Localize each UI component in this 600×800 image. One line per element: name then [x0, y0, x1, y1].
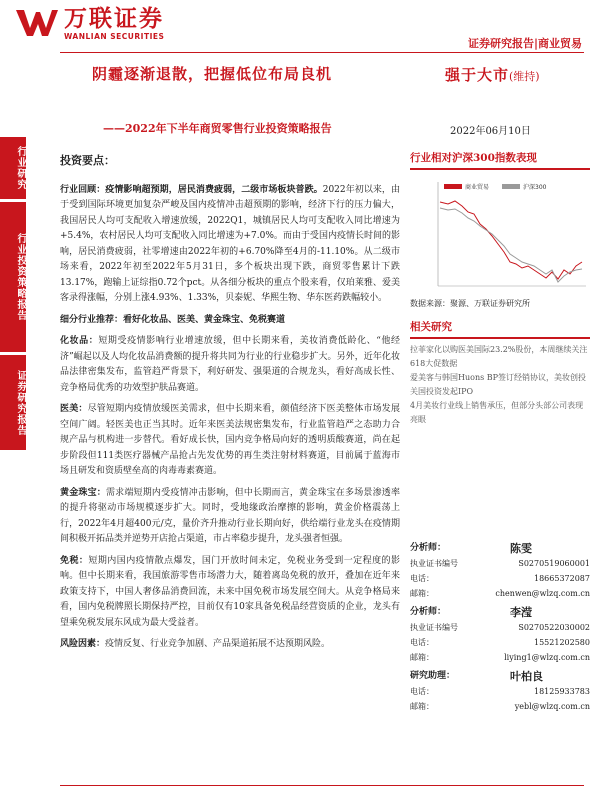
paragraph-lead: 细分行业推荐：看好化妆品、医美、黄金珠宝、免税赛道 [60, 314, 286, 325]
analyst-phone: 15521202580 [534, 638, 590, 647]
paragraph-text: 疫情反复、行业竞争加剧、产品渠道拓展不达预期风险。 [105, 639, 331, 649]
analyst-row [410, 586, 590, 601]
footer-divider [60, 785, 584, 786]
analyst-row [410, 571, 590, 586]
legend-swatch-series-1 [502, 184, 520, 189]
analyst-row [410, 605, 590, 620]
related-item[interactable]: 爱美客与韩国Huons BP签订经销协议，美妆创投关国投资发起IPO [410, 373, 587, 396]
paragraph-cosmetics [60, 334, 400, 396]
analyst-row [410, 684, 590, 699]
chart-divider [410, 168, 590, 170]
side-tab-strategy: 行业投资策略报告 [0, 202, 26, 352]
paragraph-lead: 医美： [60, 404, 88, 414]
related-divider [410, 337, 590, 339]
side-tabs [0, 137, 26, 453]
wanlian-logo-icon [14, 6, 60, 40]
paragraph-duty-free [60, 554, 400, 632]
main-content [60, 153, 400, 659]
paragraph-text: 2022年初以来，由于受到国际环境更加复杂严峻及国内疫情冲击超预期的影响，经济下行的压力偏大，我国居民人均可支配收入增速放缓，2022Q1，城镇居民人均可支配收入同比增速为+5.4%，农村居民人均可支配收入同比增速为+7.0%。而由于受国内疫情长时间的影响，居民消费疲弱，社零增速由2022年初的+6.70%降至4月的-11.10%。从二级市场来看，2022年初至2022年5月31日，多个板块出现下跌，商贸零售累计下跌13.17%，跑输上证综指0.72个pct。从各细分板块的重点个股来看，仅珀莱雅、爱美客录得涨幅，分别上涨4.93%、1.33%，贝泰妮、华熙生物、华东医药跌幅较小。 [60, 184, 400, 303]
analyst-row [410, 650, 590, 665]
analyst-row [410, 620, 590, 635]
related-item[interactable]: 4月美妆行业线上销售承压，但部分头部公司表现亮眼 [410, 401, 584, 424]
related-heading: 相关研究 [410, 321, 452, 333]
analyst-role: 研究助理： [410, 671, 456, 681]
analyst-row [410, 669, 590, 684]
brand-name-en: WANLIAN SECURITIES [64, 32, 165, 41]
series-line-csi300 [440, 208, 582, 282]
analyst-row [410, 635, 590, 650]
paragraph-lead: 黄金珠宝： [60, 487, 106, 498]
analyst-cert: S0270519060001 [518, 559, 590, 568]
analyst-cert: S0270522030002 [518, 623, 590, 632]
paragraph-lead: 风险因素： [60, 639, 106, 649]
rating-sub: (维持) [509, 70, 540, 83]
paragraph-lead: 化妆品： [60, 336, 99, 346]
analyst-phone-label: 电话： [410, 638, 434, 647]
analyst-name: 陈雯 [510, 542, 532, 555]
paragraph-text: 短期内国内疫情散点爆发，国门开放时间未定，免税业务受到一定程度的影响。但中长期来看，我国旅游零售市场潜力大，随着离岛免税的放开，叠加在近年来政策支持下，中国人奢侈品消费回流，未来中国免税市场发展空间大。从竞争格局来看，国内免税牌照长期保持严控，目前仅有10家具备免税品经营资质的企业，龙头有望乘免税发展东风成为最大受益者。 [60, 555, 400, 628]
analyst-cert-label: 执业证书编号 [410, 623, 458, 632]
analyst-email[interactable]: chenwen@wlzq.com.cn [495, 589, 590, 598]
paragraph-lead: 免税： [60, 555, 89, 566]
investment-heading: 投资要点： [60, 154, 115, 167]
right-column [410, 150, 590, 427]
chart-legend [444, 183, 547, 191]
paragraph-text: 需求端短期内受疫情冲击影响，但中长期而言，黄金珠宝在多场景渗透率的提升将驱动市场规模逐步扩大。同时，受地缘政治摩擦的影响，黄金价格震荡上行，2022年4月超400元/克，量价齐升推动行业长期向好，供给端行业龙头在疫情期间积极开拓品类并逆势开店抢占渠道，市占率稳步提升，龙头强者恒强。 [60, 487, 400, 544]
report-title: 阴霾逐渐退散，把握低位布局良机 [92, 65, 333, 83]
paragraph-text: 短期受疫情影响行业增速放缓，但中长期来看，美妆消费低龄化、“他经济”崛起以及人均化妆品消费额的提升将共同为行业的行业稳步扩大。另外，近年化妆品法律密集发布，监管趋严背景下，利好研发、强渠道的合规龙头，看好高成长性、竞争格局优秀的功效型护肤品赛道。 [60, 336, 400, 393]
analyst-row [410, 556, 590, 571]
brand-name-cn: 万联证券 [64, 6, 164, 32]
report-category: 证券研究报告|商业贸易 [467, 37, 582, 50]
paragraph-lead: 行业回顾：疫情影响超预期，居民消费疲弱，二级市场板块普跌。 [60, 184, 323, 195]
side-tab-industry: 行业研究 [0, 137, 26, 199]
analyst-name: 叶柏良 [510, 670, 543, 683]
report-date: 2022年06月10日 [450, 126, 531, 137]
rating [445, 64, 540, 85]
analyst-email-label: 邮箱： [410, 702, 434, 711]
analyst-email-label: 邮箱： [410, 589, 434, 598]
paragraph-recommend [60, 313, 400, 329]
paragraph-review [60, 183, 400, 307]
side-tab-securities: 证券研究报告 [0, 355, 26, 450]
legend-swatch-series-0 [444, 184, 462, 189]
paragraph-text: 尽管短期内疫情放缓医美需求，但中长期来看，颜值经济下医美整体市场发展空间广阔。轻医美也正当其时。近年来医美法规密集发布，行业监管趋严之态助力合规产品与机构进一步替代。看好成长快，国内竞争格局向好的透明质酸赛道，尚在起步阶段但111类医疗器械产品抢占先发优势的再生类注射材料赛道，目前属于蓝海市场且研发和资质壁垒高的肉毒毒素赛道。 [60, 404, 400, 476]
analyst-role: 分析师： [410, 543, 447, 553]
analyst-phone: 18125933783 [534, 687, 590, 696]
rating-label: 强于大市 [445, 66, 510, 84]
analyst-phone-label: 电话： [410, 574, 434, 583]
legend-label-series-1: 沪深300 [523, 184, 547, 191]
chart-source: 数据来源：聚源、万联证券研究所 [410, 299, 530, 308]
analyst-row [410, 699, 590, 714]
chart-heading: 行业相对沪深300指数表现 [410, 152, 537, 164]
paragraph-medical-beauty [60, 402, 400, 480]
paragraph-jewelry [60, 486, 400, 548]
analyst-name: 李滢 [510, 606, 532, 619]
performance-chart-svg [410, 174, 590, 294]
brand-logo [14, 6, 164, 41]
analyst-cert-label: 执业证书编号 [410, 559, 458, 568]
header-divider [60, 52, 584, 53]
analyst-block [410, 541, 590, 714]
report-subtitle: ——2022年下半年商贸零售行业投资策略报告 [103, 122, 332, 135]
paragraph-risk [60, 637, 400, 653]
analyst-role: 分析师： [410, 607, 447, 617]
analyst-phone-label: 电话： [410, 687, 434, 696]
analyst-email[interactable]: liying1@wlzq.com.cn [504, 653, 590, 662]
analyst-phone: 18665372087 [534, 574, 590, 583]
legend-label-series-0: 商业贸易 [465, 184, 490, 191]
analyst-email[interactable]: yebl@wlzq.com.cn [514, 702, 590, 711]
performance-chart [410, 174, 590, 294]
related-item[interactable]: 拉菲家化以购医美国际23.2%股份，本周继续关注618大促数据 [410, 345, 588, 368]
analyst-email-label: 邮箱： [410, 653, 434, 662]
analyst-row [410, 541, 590, 556]
